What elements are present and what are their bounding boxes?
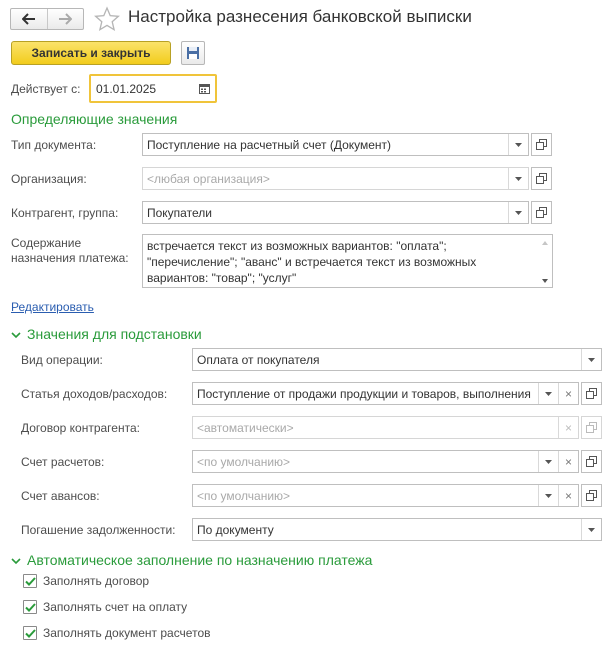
organization-placeholder: <любая организация> bbox=[147, 171, 270, 186]
doc-type-field[interactable] bbox=[142, 133, 529, 156]
operation-field[interactable] bbox=[192, 348, 602, 371]
back-button[interactable] bbox=[11, 9, 47, 29]
open-window-icon bbox=[586, 456, 597, 467]
doc-type-open-button[interactable] bbox=[531, 133, 552, 156]
substitution-heading[interactable] bbox=[11, 326, 202, 342]
checkmark-icon bbox=[25, 577, 36, 586]
arrow-left-icon bbox=[22, 13, 36, 25]
save-and-close-button[interactable]: Записать и закрыть bbox=[11, 41, 171, 65]
clear-icon[interactable]: × bbox=[558, 383, 578, 404]
edit-link[interactable]: Редактировать bbox=[11, 300, 94, 314]
open-window-icon bbox=[536, 207, 547, 218]
navigation-buttons bbox=[10, 8, 84, 30]
page-title: Настройка разнесения банковской выписки bbox=[128, 7, 472, 26]
open-window-icon bbox=[586, 422, 597, 433]
contract-placeholder: <автоматически> bbox=[197, 420, 294, 435]
advance-account-open-button[interactable] bbox=[581, 484, 602, 507]
contract-open-button bbox=[581, 416, 602, 439]
open-window-icon bbox=[586, 490, 597, 501]
contract-label: Договор контрагента: bbox=[21, 421, 140, 435]
clear-icon[interactable]: × bbox=[558, 485, 578, 506]
dropdown-arrow-icon[interactable] bbox=[508, 202, 528, 223]
advance-account-field[interactable] bbox=[192, 484, 579, 507]
open-window-icon bbox=[536, 139, 547, 150]
dropdown-arrow-icon[interactable] bbox=[508, 134, 528, 155]
checkbox[interactable] bbox=[23, 574, 37, 588]
open-window-icon bbox=[586, 388, 597, 399]
star-icon bbox=[94, 6, 120, 32]
clear-icon[interactable]: × bbox=[558, 451, 578, 472]
income-item-open-button[interactable] bbox=[581, 382, 602, 405]
effective-date-label: Действует с: bbox=[11, 82, 81, 96]
dropdown-arrow-icon[interactable] bbox=[581, 519, 601, 540]
settlement-account-placeholder: <по умолчанию> bbox=[197, 454, 291, 469]
effective-date-field[interactable] bbox=[89, 74, 217, 103]
income-item-value: Поступление от продажи продукции и товаров, выполнения bbox=[197, 386, 531, 401]
checkbox-row[interactable] bbox=[23, 626, 211, 640]
effective-date-value: 01.01.2025 bbox=[96, 81, 157, 96]
income-item-label: Статья доходов/расходов: bbox=[21, 387, 168, 401]
organization-label: Организация: bbox=[11, 172, 87, 186]
purpose-line: встречается текст из возможных вариантов: "оплата"; bbox=[147, 239, 447, 253]
checkbox[interactable] bbox=[23, 626, 37, 640]
organization-open-button[interactable] bbox=[531, 167, 552, 190]
clear-icon: × bbox=[558, 417, 578, 438]
purpose-textarea[interactable] bbox=[142, 234, 553, 288]
dropdown-arrow-icon[interactable] bbox=[508, 168, 528, 189]
dropdown-arrow-icon[interactable] bbox=[538, 383, 558, 404]
checkbox-label: Заполнять документ расчетов bbox=[43, 626, 211, 640]
scrollbar[interactable] bbox=[541, 239, 549, 285]
operation-label: Вид операции: bbox=[21, 353, 103, 367]
favorite-star-button[interactable] bbox=[94, 6, 120, 32]
purpose-line: "перечисление"; "аванс" и встречается текст из возможных bbox=[147, 255, 477, 269]
counterparty-value: Покупатели bbox=[147, 205, 212, 220]
debt-repayment-label: Погашение задолженности: bbox=[21, 523, 176, 537]
counterparty-open-button[interactable] bbox=[531, 201, 552, 224]
checkbox[interactable] bbox=[23, 600, 37, 614]
checkbox-row[interactable] bbox=[23, 600, 187, 614]
autofill-title: Автоматическое заполнение по назначению платежа bbox=[27, 552, 373, 568]
settlement-account-field[interactable] bbox=[192, 450, 579, 473]
dropdown-arrow-icon[interactable] bbox=[538, 485, 558, 506]
counterparty-field[interactable] bbox=[142, 201, 529, 224]
advance-account-label: Счет авансов: bbox=[21, 489, 100, 503]
purpose-line: вариантов: "товар"; "услуг" bbox=[147, 271, 297, 285]
income-item-field[interactable] bbox=[192, 382, 579, 405]
checkmark-icon bbox=[25, 629, 36, 638]
settlement-account-open-button[interactable] bbox=[581, 450, 602, 473]
save-button[interactable] bbox=[181, 41, 205, 65]
forward-button[interactable] bbox=[47, 9, 84, 29]
floppy-disk-icon bbox=[186, 46, 200, 60]
advance-account-placeholder: <по умолчанию> bbox=[197, 488, 291, 503]
operation-value: Оплата от покупателя bbox=[197, 352, 320, 367]
checkmark-icon bbox=[25, 603, 36, 612]
checkbox-label: Заполнять счет на оплату bbox=[43, 600, 188, 614]
substitution-title: Значения для подстановки bbox=[27, 326, 202, 342]
open-window-icon bbox=[536, 173, 547, 184]
dropdown-arrow-icon[interactable] bbox=[538, 451, 558, 472]
doc-type-label: Тип документа: bbox=[11, 138, 97, 152]
defining-values-heading: Определяющие значения bbox=[11, 111, 178, 127]
dropdown-arrow-icon[interactable] bbox=[581, 349, 601, 370]
debt-repayment-value: По документу bbox=[197, 522, 274, 537]
debt-repayment-field[interactable] bbox=[192, 518, 602, 541]
arrow-right-icon bbox=[58, 13, 72, 25]
autofill-heading[interactable] bbox=[11, 552, 372, 568]
checkbox-label: Заполнять договор bbox=[43, 574, 150, 588]
chevron-down-icon bbox=[11, 332, 21, 339]
purpose-label-line1: Содержание bbox=[11, 236, 82, 250]
purpose-label-line2: назначения платежа: bbox=[11, 251, 129, 265]
checkbox-row[interactable] bbox=[23, 574, 149, 588]
organization-field[interactable] bbox=[142, 167, 529, 190]
settlement-account-label: Счет расчетов: bbox=[21, 455, 105, 469]
chevron-down-icon bbox=[11, 558, 21, 565]
counterparty-label: Контрагент, группа: bbox=[11, 206, 119, 220]
calendar-icon[interactable] bbox=[193, 76, 215, 101]
doc-type-value: Поступление на расчетный счет (Документ) bbox=[147, 137, 392, 152]
contract-field bbox=[192, 416, 579, 439]
